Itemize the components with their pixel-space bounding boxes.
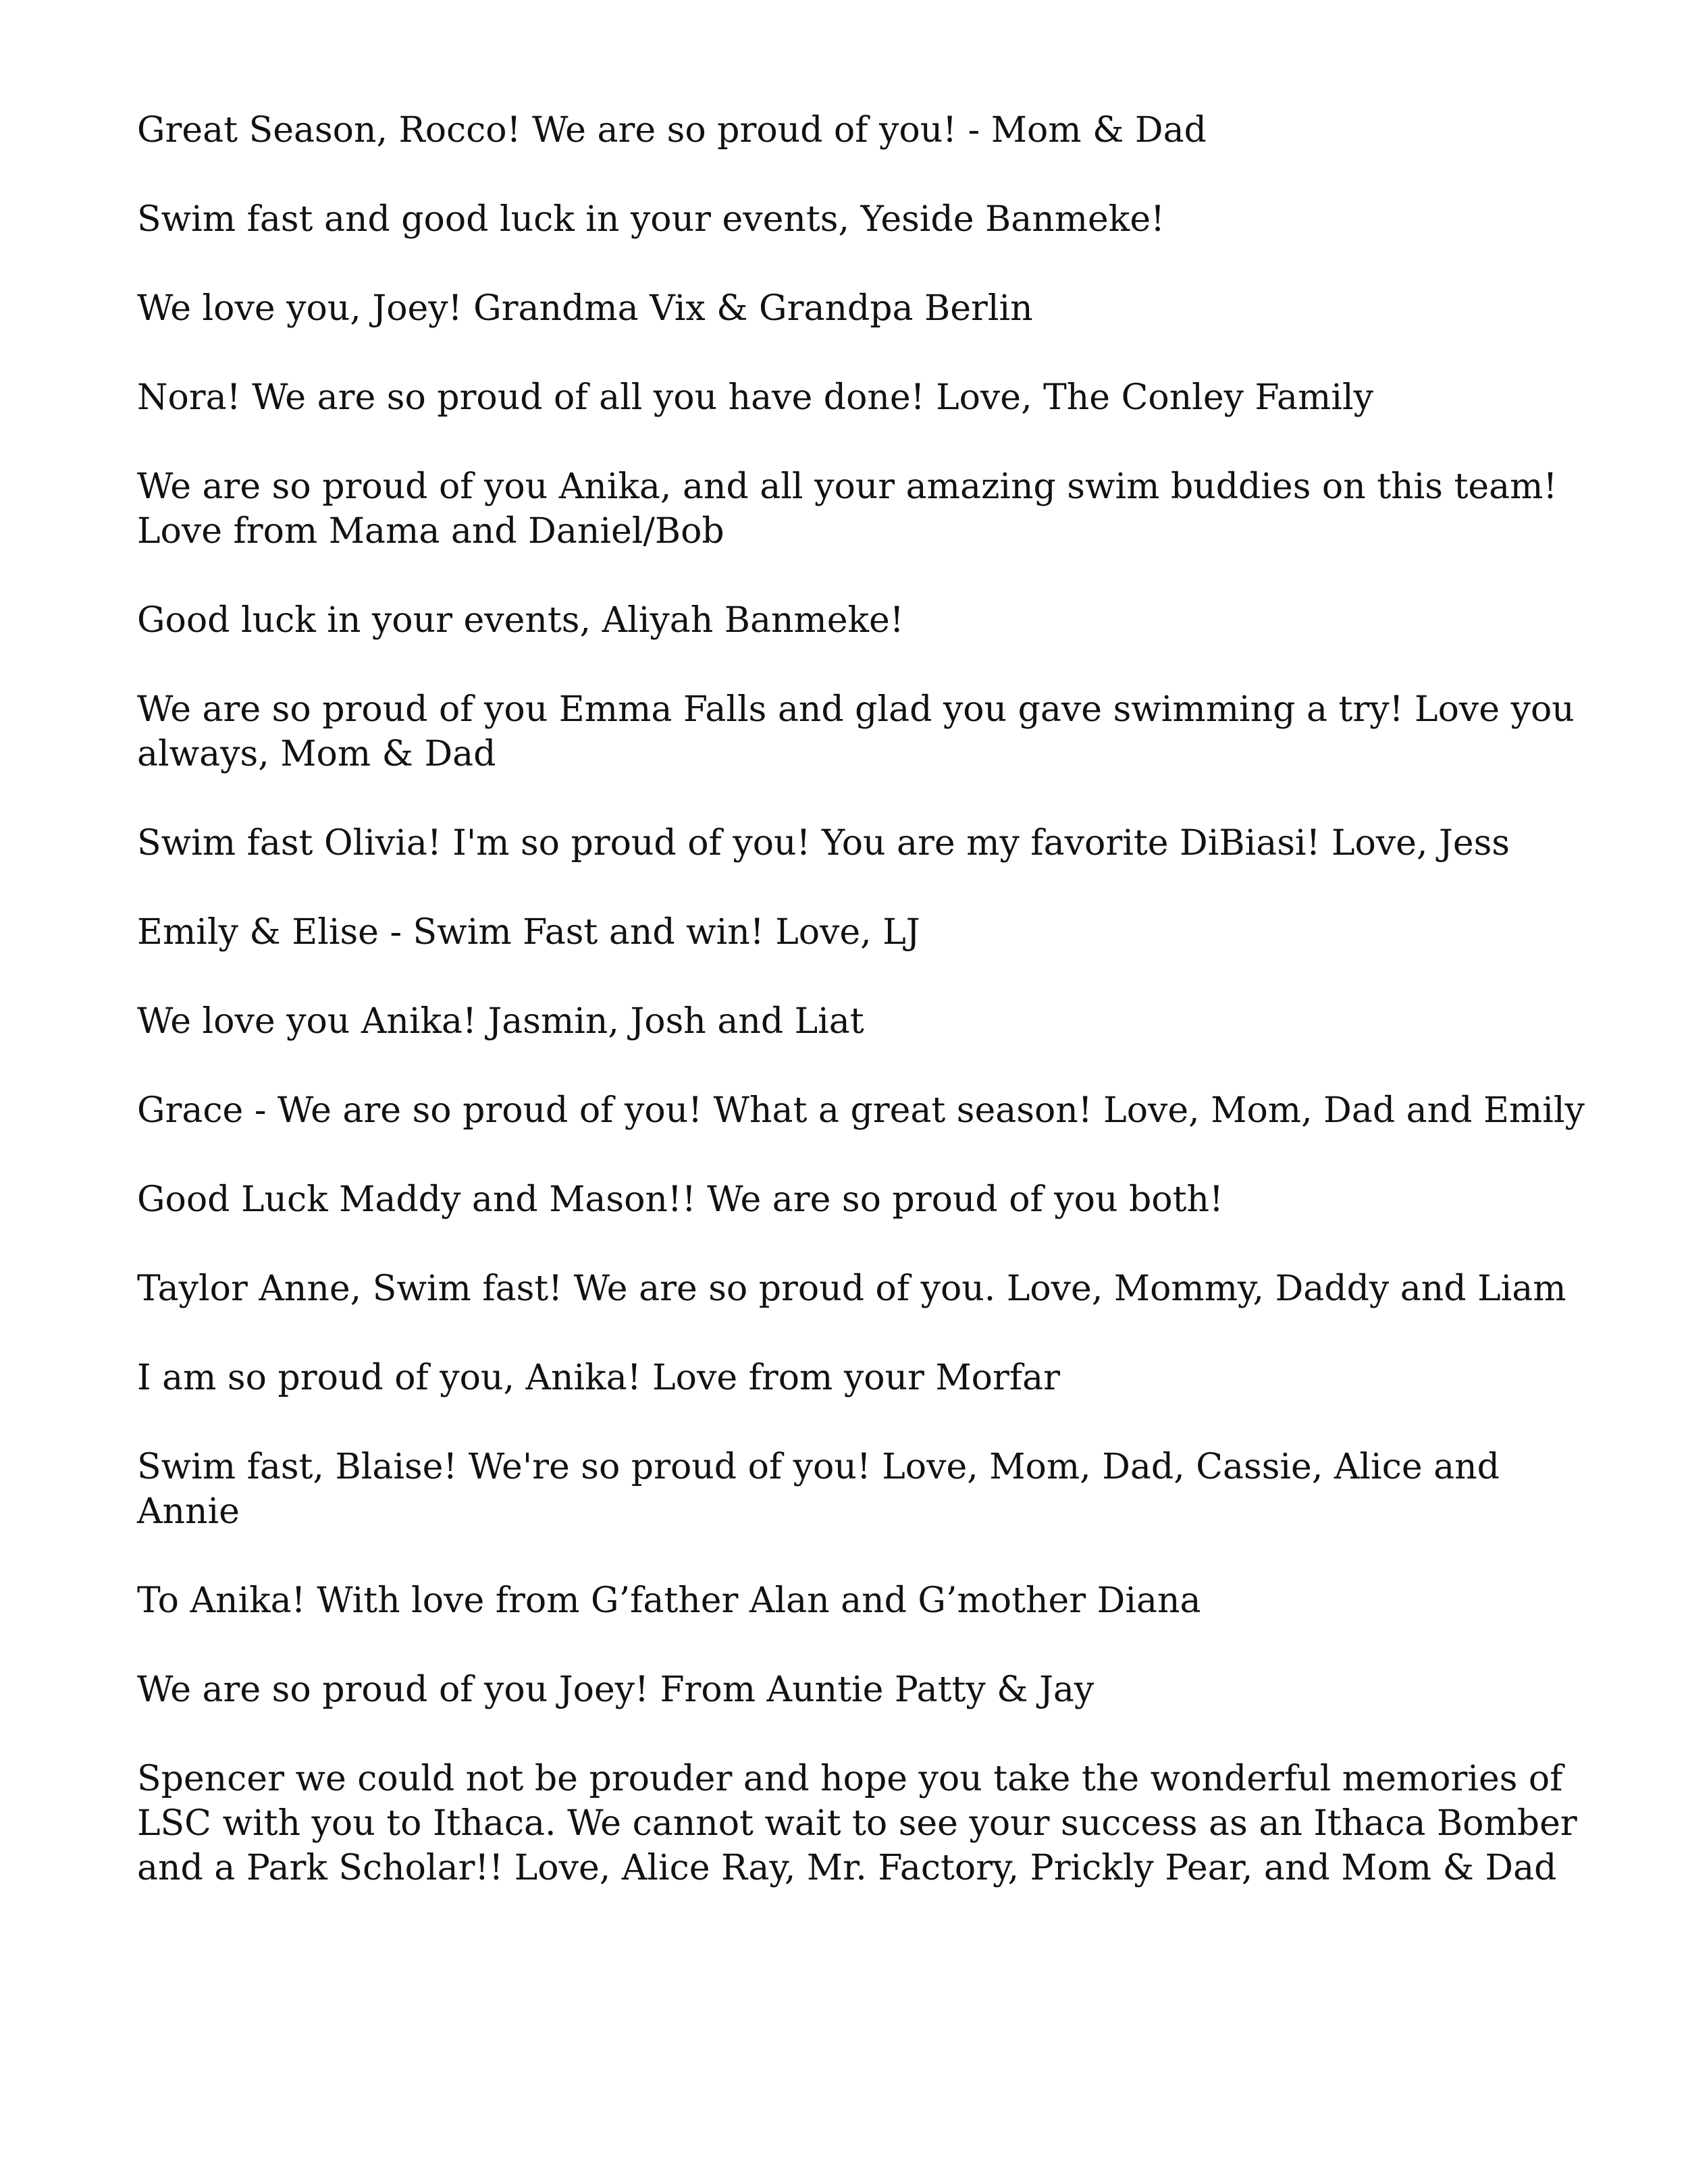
message-emma: We are so proud of you Emma Falls and glad you gave swimming a try! Love you always, Mom & Dad [137, 689, 1575, 774]
message-olivia: Swim fast Olivia! I'm so proud of you! You are my favorite DiBiasi! Love, Jess [137, 823, 1510, 863]
message-aliyah: Good luck in your events, Aliyah Banmeke! [137, 600, 904, 641]
message-grace: Grace - We are so proud of you! What a great season! Love, Mom, Dad and Emily [137, 1090, 1585, 1131]
message-anika-morfar: I am so proud of you, Anika! Love from your Morfar [137, 1358, 1060, 1398]
message-joey-grandparents: We love you, Joey! Grandma Vix & Grandpa Berlin [137, 288, 1033, 329]
message-list [137, 108, 1589, 1935]
message-joey-auntie: We are so proud of you Joey! From Auntie Patty & Jay [137, 1670, 1094, 1710]
message-anika-mama: We are so proud of you Anika, and all your amazing swim buddies on this team! Love from Mama and Daniel/Bob [137, 467, 1558, 552]
message-yeside: Swim fast and good luck in your events, Yeside Banmeke! [137, 199, 1165, 240]
message-anika-gparents: To Anika! With love from G’father Alan and G’mother Diana [137, 1580, 1201, 1621]
message-emily-elise: Emily & Elise - Swim Fast and win! Love, LJ [137, 912, 920, 953]
message-taylor-anne: Taylor Anne, Swim fast! We are so proud of you. Love, Mommy, Daddy and Liam [137, 1269, 1566, 1309]
message-nora: Nora! We are so proud of all you have done! Love, The Conley Family [137, 377, 1373, 418]
message-maddy-mason: Good Luck Maddy and Mason!! We are so proud of you both! [137, 1179, 1223, 1220]
message-rocco: Great Season, Rocco! We are so proud of you! - Mom & Dad [137, 110, 1207, 151]
message-spencer: Spencer we could not be prouder and hope you take the wonderful memories of LSC with you to Ithaca. We cannot wait to see your success as an Ithaca Bomber and a Park Scholar!! Love, Alice Ray, Mr. Factory, Prickly Pear, and Mom & Dad [137, 1759, 1577, 1888]
message-anika-jasmin: We love you Anika! Jasmin, Josh and Liat [137, 1001, 864, 1042]
message-blaise: Swim fast, Blaise! We're so proud of you! Love, Mom, Dad, Cassie, Alice and Annie [137, 1447, 1500, 1532]
